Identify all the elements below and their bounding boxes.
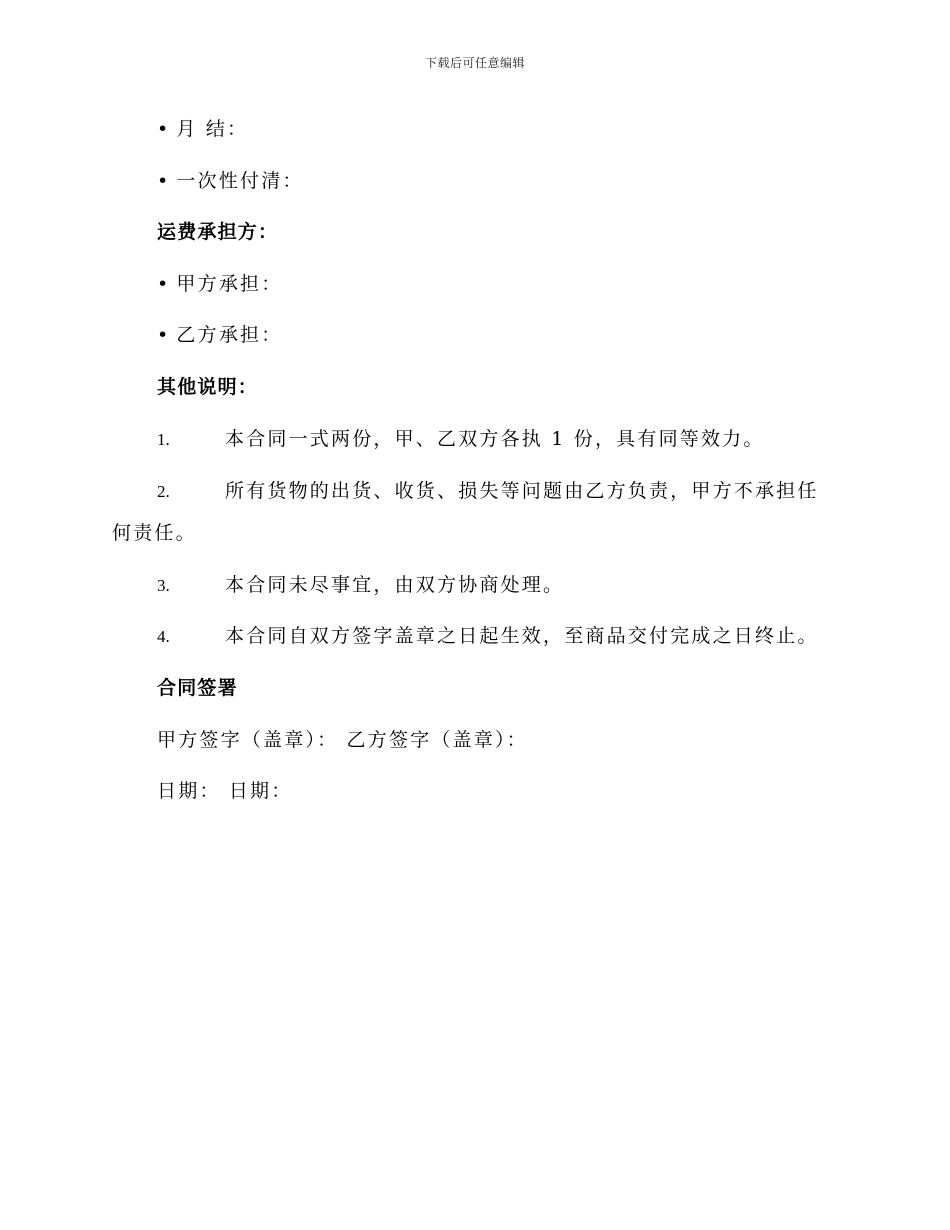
header-note: 下载后可任意编辑 <box>424 56 525 70</box>
bullet-icon: • <box>157 273 171 295</box>
payment-one-time-label: 一次性付清： <box>176 170 304 192</box>
item-number: 1. <box>157 430 170 449</box>
item-text: 本合同未尽事宜，由双方协商处理。 <box>225 574 565 596</box>
other-notes-heading: 其他说明： <box>157 376 259 398</box>
bullet-icon: • <box>157 118 171 140</box>
other-note-item-1 <box>157 424 765 451</box>
item-number: 4. <box>157 627 170 646</box>
bullet-icon: • <box>157 324 171 346</box>
other-note-item-2-continuation: 何责任。 <box>112 522 197 544</box>
payment-monthly-label: 月 结： <box>176 118 249 140</box>
freight-party-b-label: 乙方承担： <box>176 324 283 346</box>
item-text: 所有货物的出货、收货、损失等问题由乙方负责，甲方不承担任 <box>225 480 819 502</box>
item-text: 本合同自双方签字盖章之日起生效，至商品交付完成之日终止。 <box>225 625 819 647</box>
signature-heading: 合同签署 <box>157 677 238 699</box>
signature-signers-line: 甲方签字（盖章）： 乙方签字（盖章）： <box>157 729 528 751</box>
other-note-item-2 <box>157 476 819 503</box>
freight-heading: 运费承担方： <box>157 221 279 243</box>
bullet-icon: • <box>157 170 171 192</box>
other-note-item-3 <box>157 570 564 597</box>
item-text: 本合同一式两份，甲、乙双方各执 1 份，具有同等效力。 <box>225 428 765 450</box>
other-note-item-4 <box>157 621 819 648</box>
freight-party-a-line <box>157 269 282 296</box>
payment-monthly-line <box>157 114 248 141</box>
item-number: 3. <box>157 576 170 595</box>
item-number: 2. <box>157 482 170 501</box>
signature-dates-line: 日期： 日期： <box>157 780 293 802</box>
payment-one-time-line <box>157 166 304 193</box>
freight-party-a-label: 甲方承担： <box>176 273 283 295</box>
freight-party-b-line <box>157 320 282 347</box>
